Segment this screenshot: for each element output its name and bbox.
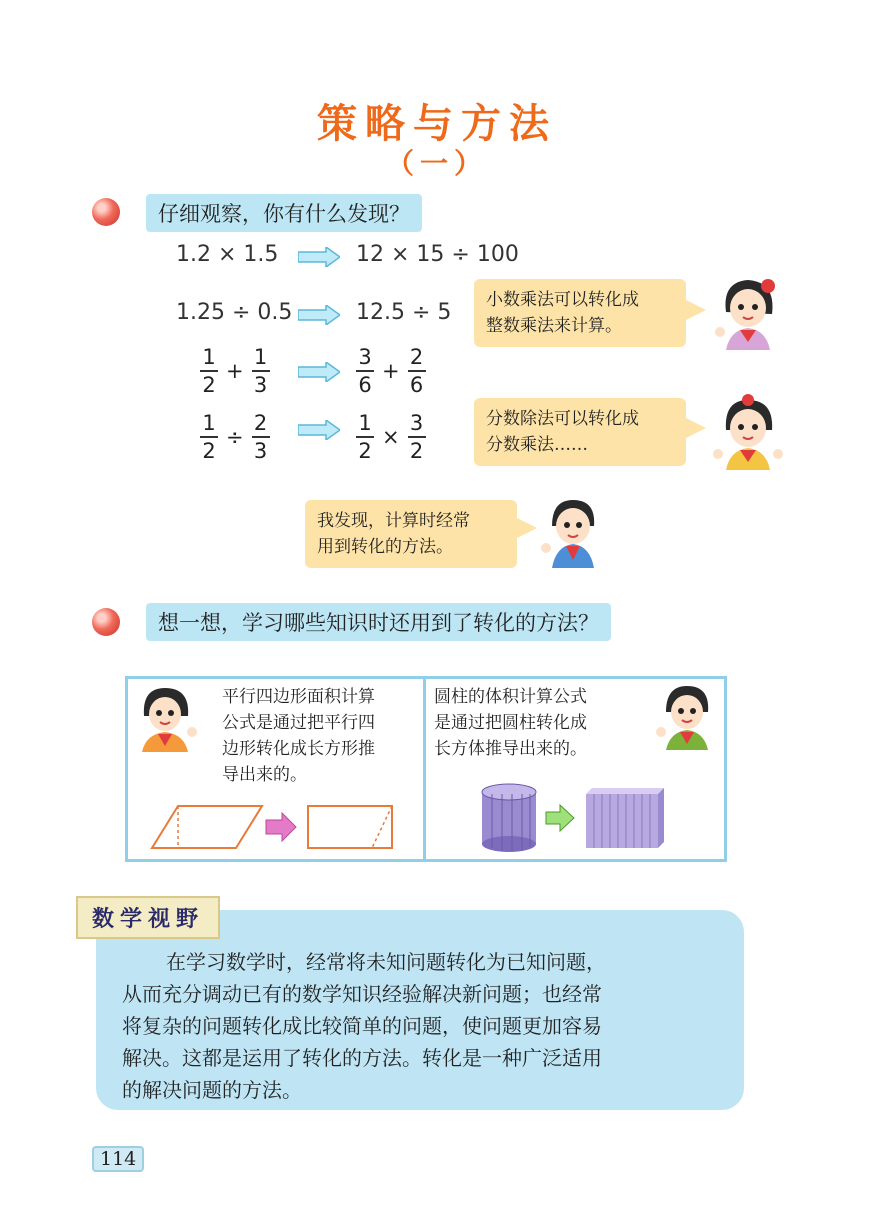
- bubble-text: 我发现，计算时经常: [317, 511, 470, 531]
- right-panel-text: [434, 684, 630, 762]
- numerator: 3: [409, 411, 424, 435]
- left-panel-text: [222, 684, 418, 788]
- expr-row2-right: 12.5 ÷ 5: [356, 300, 452, 325]
- cuboid-shape: [586, 788, 664, 848]
- boy-character-icon: [540, 496, 606, 568]
- panel-line: 公式是通过把平行四: [222, 713, 375, 733]
- numerator: 1: [202, 345, 216, 369]
- numerator: 3: [358, 345, 372, 369]
- denominator: 6: [358, 373, 372, 397]
- denominator: 2: [202, 439, 216, 463]
- right-arrow-icon: [298, 362, 340, 382]
- speech-bubble-2: [474, 398, 686, 466]
- fraction: [408, 346, 426, 396]
- fraction: [252, 346, 270, 396]
- parallelogram-shape: [152, 806, 262, 848]
- denominator: 2: [202, 373, 216, 397]
- expr-row3-left: [200, 346, 270, 396]
- fraction: [356, 412, 374, 462]
- vision-line: 解决。这都是运用了转化的方法。转化是一种广泛适用: [122, 1046, 602, 1070]
- vision-line: 在学习数学时，经常将未知问题转化为已知问题，: [166, 950, 606, 974]
- parallelogram-to-rectangle-diagram: [150, 800, 400, 852]
- operator: ÷: [226, 425, 244, 449]
- girl-character-icon: [132, 682, 198, 752]
- expr-row3-right: [356, 346, 426, 396]
- section2-question: 想一想，学习哪些知识时还用到了转化的方法？: [146, 603, 611, 641]
- expr-row4-right: [356, 412, 426, 462]
- numerator: 1: [358, 411, 372, 435]
- vision-line: 将复杂的问题转化成比较简单的问题，使问题更加容易: [122, 1014, 602, 1038]
- page-number: 114: [92, 1146, 144, 1172]
- numerator: 1: [202, 411, 216, 435]
- numerator: 1: [253, 345, 268, 369]
- numerator: 2: [253, 411, 268, 435]
- page-subtitle: （一）: [385, 147, 488, 180]
- panel-divider: [423, 676, 426, 862]
- bubble-text: 小数乘法可以转化成: [486, 290, 639, 310]
- panel-line: 是通过把圆柱转化成: [434, 713, 587, 733]
- bubble-tail: [686, 418, 706, 438]
- right-arrow-icon: [298, 247, 340, 267]
- panel-line: 长方体推导出来的。: [434, 739, 587, 759]
- bubble-text: 分数除法可以转化成: [486, 409, 639, 429]
- section-bullet-icon: [92, 198, 120, 226]
- bubble-text: 用到转化的方法。: [317, 537, 453, 557]
- fraction: [252, 412, 270, 462]
- math-vision-text: [122, 946, 732, 1106]
- rectangle-shape: [308, 806, 392, 848]
- operator: +: [226, 359, 244, 383]
- panel-line: 圆柱的体积计算公式: [434, 687, 587, 707]
- girl-character-icon: [712, 394, 784, 470]
- numerator: 2: [409, 345, 424, 369]
- cylinder-to-cuboid-diagram: [478, 780, 668, 852]
- bubble-text: 整数乘法来计算。: [486, 316, 622, 336]
- right-arrow-icon: [266, 813, 296, 841]
- vision-line: 的解决问题的方法。: [122, 1078, 302, 1102]
- speech-bubble-3: [305, 500, 517, 568]
- bubble-tail: [517, 518, 537, 538]
- speech-bubble-1: [474, 279, 686, 347]
- expr-row2-left: 1.25 ÷ 0.5: [176, 300, 293, 325]
- vision-line: 从而充分调动已有的数学知识经验解决新问题；也经常: [122, 982, 602, 1006]
- fraction: [200, 346, 218, 396]
- bubble-tail: [686, 300, 706, 320]
- expr-row4-left: [200, 412, 270, 462]
- expr-row1-left: 1.2 × 1.5: [176, 242, 279, 267]
- boy-character-icon: [656, 682, 718, 750]
- girl-character-icon: [712, 274, 784, 350]
- right-arrow-icon: [298, 420, 340, 440]
- panel-line: 边形转化成长方形推: [222, 739, 375, 759]
- operator: +: [382, 359, 400, 383]
- denominator: 2: [358, 439, 372, 463]
- denominator: 3: [253, 439, 268, 463]
- right-arrow-icon: [298, 305, 340, 325]
- operator: ×: [382, 425, 400, 449]
- section-bullet-icon: [92, 608, 120, 636]
- panel-line: 导出来的。: [222, 765, 307, 785]
- expr-row1-right: 12 × 15 ÷ 100: [356, 242, 519, 267]
- section1-question: 仔细观察，你有什么发现？: [146, 194, 422, 232]
- page-title: 策略与方法: [317, 101, 557, 147]
- denominator: 3: [253, 373, 268, 397]
- denominator: 6: [409, 373, 424, 397]
- fraction: [356, 346, 374, 396]
- right-arrow-icon: [546, 805, 574, 831]
- cylinder-shape: [482, 784, 536, 852]
- math-vision-tag: 数学视野: [76, 896, 220, 939]
- bubble-text: 分数乘法……: [486, 435, 588, 455]
- fraction: [200, 412, 218, 462]
- fraction: [408, 412, 426, 462]
- denominator: 2: [409, 439, 424, 463]
- panel-line: 平行四边形面积计算: [222, 687, 375, 707]
